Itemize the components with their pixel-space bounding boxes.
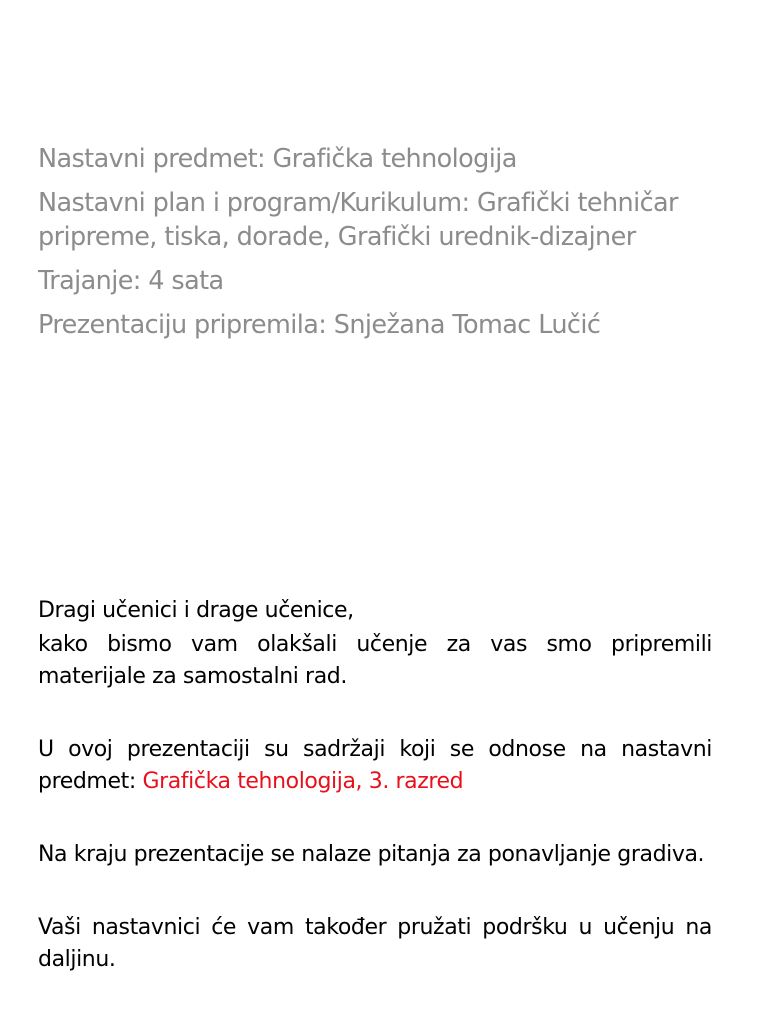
course-info-block [38, 142, 738, 352]
curriculum-line: Nastavni plan i program/Kurikulum: Grafički tehničar pripreme, tiska, dorade, Grafički urednik-dizajner [38, 188, 678, 252]
content-highlight: Grafička tehnologija, 3. razred [142, 769, 464, 794]
duration-line: Trajanje: 4 sata [38, 266, 224, 296]
letter-questions: Na kraju prezentacije se nalaze pitanja za ponavljanje gradiva. [38, 842, 705, 867]
letter-intro: kako bismo vam olakšali učenje za vas smo pripremili materijale za samostalni rad. [38, 632, 712, 689]
letter-content-paragraph [38, 734, 712, 798]
student-letter [38, 595, 712, 976]
content-prefix: U ovoj prezentaciji su sadržaji koji se odnose na nastavni predmet: [38, 737, 712, 794]
letter-greeting: Dragi učenici i drage učenice, [38, 598, 354, 623]
subject-line: Nastavni predmet: Grafička tehnologija [38, 144, 517, 174]
letter-support: Vaši nastavnici će vam također pružati podršku u učenju na daljinu. [38, 915, 712, 972]
author-line: Prezentaciju pripremila: Snježana Tomac Lučić [38, 310, 601, 340]
